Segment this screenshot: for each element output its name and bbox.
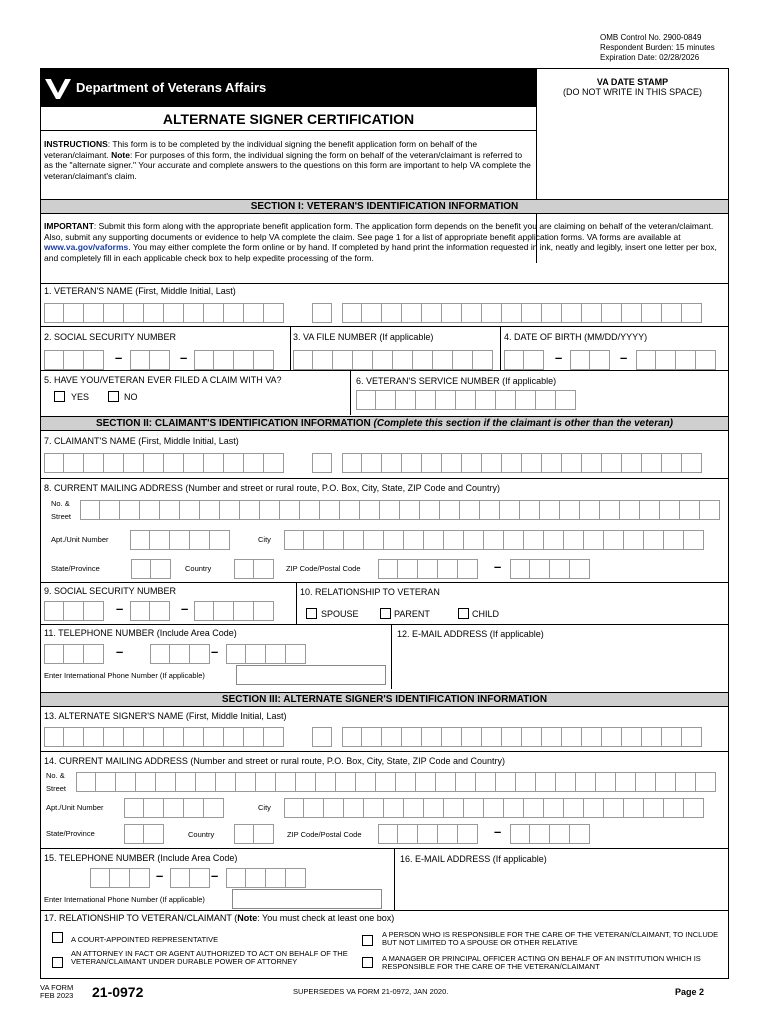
important-label: IMPORTANT <box>44 221 94 231</box>
divider <box>394 848 395 910</box>
country-label: Country <box>185 564 212 573</box>
no-label: No. & <box>51 499 70 508</box>
dash: – <box>494 824 502 839</box>
dash: – <box>156 868 164 883</box>
claimant-phone-prefix-input[interactable] <box>150 644 210 664</box>
stamp-note: (DO NOT WRITE IN THIS SPACE) <box>562 87 702 97</box>
va-file-number-input[interactable] <box>293 350 493 370</box>
street-label: Street <box>46 784 67 793</box>
relationship-label-text: 17. RELATIONSHIP TO VETERAN/CLAIMANT ( <box>44 913 238 923</box>
claimant-zip-input[interactable] <box>378 559 478 579</box>
relationship-label-note: : You must check at least one box) <box>257 913 395 923</box>
yes-checkbox[interactable] <box>54 391 65 402</box>
claimant-name-label: 7. CLAIMANT'S NAME (First, Middle Initial, Last) <box>44 436 239 446</box>
section-2-header <box>41 416 728 431</box>
zip-label: ZIP Code/Postal Code <box>287 830 362 839</box>
va-file-number-label: 3. VA FILE NUMBER (If applicable) <box>293 332 434 342</box>
child-checkbox[interactable] <box>458 608 469 619</box>
section-2-title: SECTION II: CLAIMANT'S IDENTIFICATION INFORMATION <box>95 418 371 429</box>
dob-month-input[interactable] <box>504 350 544 370</box>
footer-form-id <box>40 984 73 1000</box>
claimant-phone-line-input[interactable] <box>226 644 306 664</box>
court-appointed-label: A COURT-APPOINTED REPRESENTATIVE <box>71 935 219 944</box>
dob-label: 4. DATE OF BIRTH (MM/DD/YYYY) <box>504 332 648 342</box>
form-title: ALTERNATE SIGNER CERTIFICATION <box>41 107 536 131</box>
divider <box>41 751 728 752</box>
intl-phone-label: Enter International Phone Number (If applicable) <box>44 895 205 904</box>
omb-info <box>600 33 715 63</box>
signer-apt-input[interactable] <box>124 798 224 818</box>
signer-zip-input[interactable] <box>378 824 478 844</box>
attorney-label: AN ATTORNEY IN FACT OR AGENT AUTHORIZED TO ACT ON BEHALF OF THE VETERAN/CLAIMANT UNDER DURABLE POWER OF ATTORNEY <box>71 949 348 966</box>
institution-label: A MANAGER OR PRINCIPAL OFFICER ACTING ON BEHALF OF AN INSTITUTION WHICH IS RESPONSIBLE FOR THE CARE OF THE VETERAN/CLAIMANT <box>382 954 701 971</box>
divider <box>41 370 728 371</box>
claimant-first-name-input[interactable] <box>44 453 284 473</box>
signer-first-name-input[interactable] <box>44 727 284 747</box>
important-note <box>44 221 724 263</box>
dash: – <box>181 601 189 616</box>
no-label: No. & <box>46 771 65 780</box>
signer-email-label: 16. E-MAIL ADDRESS (If applicable) <box>400 854 547 864</box>
note-label: Note <box>237 913 258 923</box>
claimant-last-name-input[interactable] <box>342 453 702 473</box>
veteran-name-label: 1. VETERAN'S NAME (First, Middle Initial, Last) <box>44 286 236 296</box>
signer-name-label: 13. ALTERNATE SIGNER'S NAME (First, Middle Initial, Last) <box>44 711 287 721</box>
claimant-phone-label: 11. TELEPHONE NUMBER (Include Area Code) <box>44 628 237 638</box>
street-label: Street <box>51 512 72 521</box>
service-number-input[interactable] <box>356 390 576 410</box>
signer-last-name-input[interactable] <box>342 727 702 747</box>
form-number: 21-0972 <box>92 984 144 1000</box>
attorney-checkbox[interactable] <box>52 957 63 968</box>
claimant-email-label: 12. E-MAIL ADDRESS (If applicable) <box>397 629 544 639</box>
divider <box>41 624 728 625</box>
veteran-middle-initial-input[interactable] <box>312 303 332 323</box>
caregiver-label: A PERSON WHO IS RESPONSIBLE FOR THE CARE OF THE VETERAN/CLAIMANT, TO INCLUDE BUT NOT LIMITED TO A SPOUSE OR OTHER RELATIVE <box>382 930 719 947</box>
state-label: State/Province <box>51 564 100 573</box>
claimant-middle-initial-input[interactable] <box>312 453 332 473</box>
signer-phone-line-input[interactable] <box>226 868 306 888</box>
service-number-label: 6. VETERAN'S SERVICE NUMBER (If applicable) <box>356 376 557 386</box>
divider <box>41 910 728 911</box>
yes-label: YES <box>71 392 90 402</box>
claimant-state-input[interactable] <box>131 559 171 579</box>
department-name: Department of Veterans Affairs <box>76 80 267 95</box>
claimant-ssn-2-input[interactable] <box>130 601 170 621</box>
divider <box>41 582 728 583</box>
claimant-apt-input[interactable] <box>130 530 230 550</box>
spouse-label: SPOUSE <box>321 609 359 619</box>
institution-checkbox[interactable] <box>362 957 373 968</box>
section-1-header: SECTION I: VETERAN'S IDENTIFICATION INFORMATION <box>41 199 728 214</box>
stamp-title: VA DATE STAMP <box>596 77 669 87</box>
child-label: CHILD <box>472 609 500 619</box>
veteran-ssn-3-input[interactable] <box>194 350 274 370</box>
parent-label: PARENT <box>394 609 430 619</box>
important-text: : Submit this form along with the appropriate benefit application form. The application form depends on the benefit you are claiming on behalf of the veteran/claimant. Also, submit any supporting documents or evidence to help VA complete the claim. See page 1 for a list of appropriate benefit application forms. VA forms are available at <box>44 221 714 242</box>
form-date: FEB 2023 <box>40 991 74 1000</box>
claimant-zip-ext-input[interactable] <box>510 559 590 579</box>
va-form-label: VA FORM <box>40 983 74 992</box>
city-label: City <box>258 803 271 812</box>
state-label: State/Province <box>46 829 95 838</box>
claimant-country-input[interactable] <box>234 559 274 579</box>
instructions-label: INSTRUCTIONS <box>44 139 108 149</box>
claimant-phone-area-input[interactable] <box>44 644 104 664</box>
signer-country-input[interactable] <box>234 824 274 844</box>
claimant-ssn-1-input[interactable] <box>44 601 104 621</box>
signer-city-input[interactable] <box>284 798 704 818</box>
divider <box>350 370 351 415</box>
signer-zip-ext-input[interactable] <box>510 824 590 844</box>
divider <box>41 283 728 284</box>
instructions-text-2: : For purposes of this form, the individual signing the form on behalf of the veteran/claimant is referred to as the "alternate signer." Your accurate and complete answers to the questions on this form are important to help VA complete the veteran/claimant's claim. <box>44 149 531 181</box>
omb-control: OMB Control No. 2900-0849 <box>600 33 702 42</box>
divider <box>391 624 392 689</box>
filed-claim-label: 5. HAVE YOU/VETERAN EVER FILED A CLAIM WITH VA? <box>44 375 282 385</box>
dash: – <box>115 350 123 365</box>
veteran-last-name-input[interactable] <box>342 303 702 323</box>
claimant-address-label: 8. CURRENT MAILING ADDRESS (Number and street or rural route, P.O. Box, City, State, ZIP Code and Country) <box>44 483 501 493</box>
signer-middle-initial-input[interactable] <box>312 727 332 747</box>
dash: – <box>211 644 219 659</box>
spouse-checkbox[interactable] <box>306 608 317 619</box>
signer-phone-label: 15. TELEPHONE NUMBER (Include Area Code) <box>44 853 238 863</box>
signer-phone-area-input[interactable] <box>90 868 150 888</box>
divider <box>41 848 728 849</box>
divider <box>41 478 728 479</box>
country-label: Country <box>188 830 215 839</box>
apt-label: Apt./Unit Number <box>51 535 109 544</box>
va-seal-icon <box>44 75 72 101</box>
city-label: City <box>258 535 271 544</box>
no-label: NO <box>124 392 138 402</box>
dash: – <box>180 350 188 365</box>
signer-intl-phone-input[interactable] <box>232 889 382 909</box>
claimant-intl-phone-input[interactable] <box>236 665 386 685</box>
claimant-city-input[interactable] <box>284 530 704 550</box>
important-text-2: . You may either complete the form online or by hand. If completed by hand print the information requested in ink, neatly and legibly, insert one letter per box, and completely fill in each applicable check box to help expedite processing of the form. <box>44 242 717 263</box>
veteran-ssn-2-input[interactable] <box>130 350 170 370</box>
signer-relationship-label <box>44 913 394 923</box>
intl-phone-label: Enter International Phone Number (If applicable) <box>44 671 205 680</box>
relationship-label: 10. RELATIONSHIP TO VETERAN <box>300 587 440 597</box>
apt-label: Apt./Unit Number <box>46 803 104 812</box>
signer-address-label: 14. CURRENT MAILING ADDRESS (Number and street or rural route, P.O. Box, City, State, ZIP Code and Country) <box>44 756 506 766</box>
caregiver-checkbox[interactable] <box>362 935 373 946</box>
signer-state-input[interactable] <box>124 824 164 844</box>
vaforms-link[interactable]: www.va.gov/vaforms <box>44 242 129 252</box>
court-appointed-checkbox[interactable] <box>52 932 63 943</box>
page-number: Page 2 <box>675 987 705 997</box>
divider <box>296 582 297 624</box>
divider <box>500 326 501 370</box>
dob-day-input[interactable] <box>570 350 610 370</box>
omb-expiration: Expiration Date: 02/28/2026 <box>600 53 700 62</box>
note-label: Note <box>111 149 130 160</box>
section-3-header: SECTION III: ALTERNATE SIGNER'S IDENTIFICATION INFORMATION <box>41 692 728 707</box>
supersedes-note: SUPERSEDES VA FORM 21-0972, JAN 2020. <box>293 987 449 996</box>
ssn-label: 2. SOCIAL SECURITY NUMBER <box>44 332 177 342</box>
dash: – <box>116 644 124 659</box>
veteran-first-name-input[interactable] <box>44 303 284 323</box>
dash: – <box>555 350 563 365</box>
veteran-ssn-1-input[interactable] <box>44 350 104 370</box>
section-2-subtitle: (Complete this section if the claimant is other than the veteran) <box>370 418 674 429</box>
divider <box>41 326 728 327</box>
dob-year-input[interactable] <box>636 350 716 370</box>
claimant-street-input[interactable] <box>80 500 720 520</box>
divider <box>290 326 291 370</box>
dash: – <box>116 601 124 616</box>
parent-checkbox[interactable] <box>380 608 391 619</box>
claimant-ssn-3-input[interactable] <box>194 601 274 621</box>
signer-phone-prefix-input[interactable] <box>170 868 210 888</box>
dash: – <box>211 868 219 883</box>
claimant-ssn-label: 9. SOCIAL SECURITY NUMBER <box>44 586 177 596</box>
instructions-text: : This form is to be completed by the individual signing the benefit application form on behalf of the veteran/claimant. <box>44 139 478 160</box>
no-checkbox[interactable] <box>108 391 119 402</box>
instructions <box>44 139 532 181</box>
zip-label: ZIP Code/Postal Code <box>286 564 361 573</box>
dash: – <box>494 559 502 574</box>
dash: – <box>620 350 628 365</box>
signer-street-input[interactable] <box>76 772 716 792</box>
omb-burden: Respondent Burden: 15 minutes <box>600 43 715 52</box>
